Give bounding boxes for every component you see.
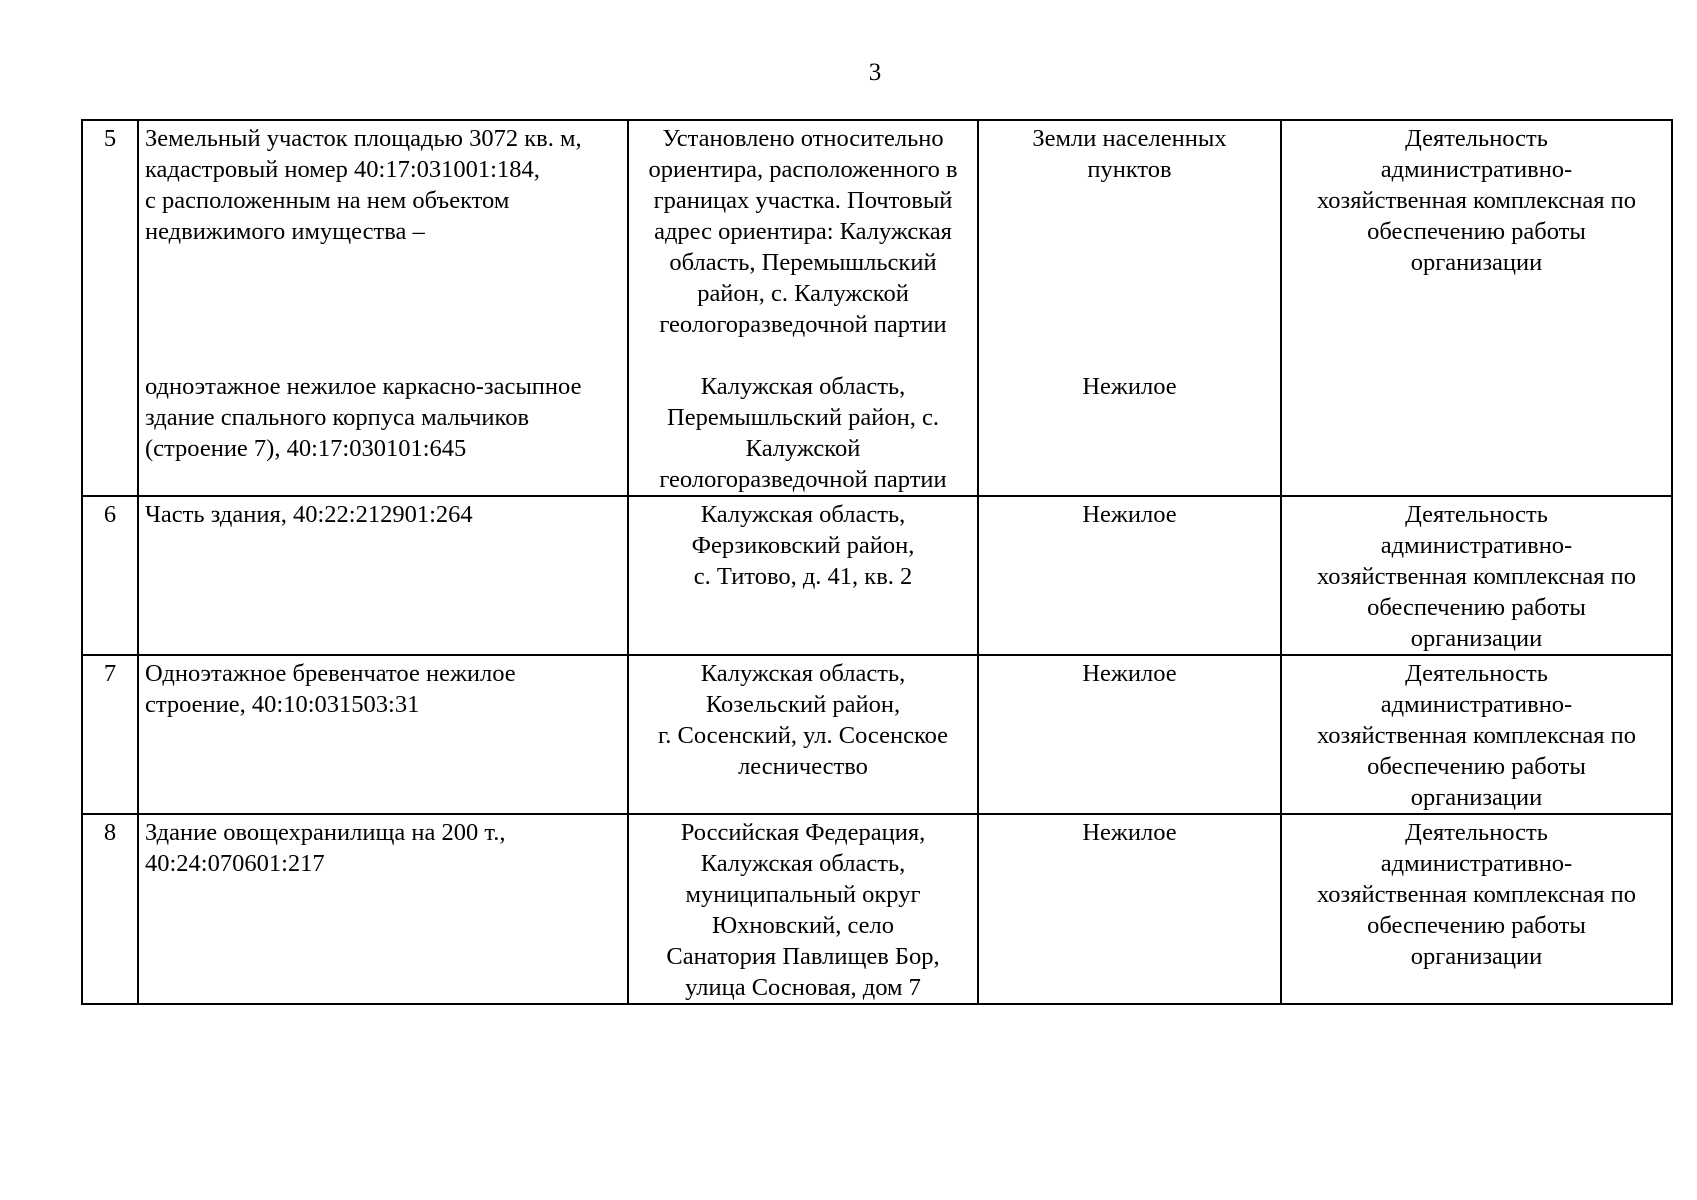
- address-line: Ферзиковский район,: [691, 532, 915, 559]
- address-line: ориентира, расположенного в: [648, 156, 958, 183]
- usage-line: Деятельность: [1405, 819, 1548, 846]
- usage-line: административно-: [1380, 850, 1573, 877]
- address-cell: [628, 120, 978, 496]
- object-name-line: кадастровый номер 40:17:031001:184,: [145, 156, 540, 183]
- address-line: Калужская область,: [700, 660, 906, 687]
- address-line: Установлено относительно: [662, 125, 944, 152]
- address-line: г. Сосенский, ул. Сосенское: [657, 722, 949, 749]
- object-name-cell: [138, 655, 628, 814]
- usage-line: административно-: [1380, 532, 1573, 559]
- usage-cell: [1281, 655, 1672, 814]
- category-cell: [978, 814, 1281, 1004]
- object-name-cell: [138, 120, 628, 496]
- usage-line: организации: [1410, 784, 1543, 811]
- address-line: геологоразведочной партии: [659, 311, 947, 338]
- sub-address-line: Калужской: [745, 435, 861, 462]
- object-name-line: 40:24:070601:217: [145, 850, 325, 877]
- category-line: Земли населенных: [1032, 125, 1227, 152]
- category-cell: [978, 120, 1281, 496]
- category-line: Нежилое: [1082, 819, 1177, 846]
- usage-line: Деятельность: [1405, 501, 1548, 528]
- sub-object-name-line: здание спального корпуса мальчиков: [145, 404, 530, 431]
- usage-cell: [1281, 814, 1672, 1004]
- usage-line: обеспечению работы: [1367, 218, 1586, 245]
- address-cell: [628, 496, 978, 655]
- object-name-line: Часть здания, 40:22:212901:264: [145, 501, 473, 528]
- address-line: Юхновский, село: [712, 912, 894, 939]
- address-line: район, с. Калужской: [697, 280, 909, 307]
- usage-line: организации: [1410, 943, 1543, 970]
- address-line: лесничество: [738, 753, 868, 780]
- table-row: [82, 496, 1672, 655]
- address-cell: [628, 655, 978, 814]
- address-line: область, Перемышльский: [669, 249, 937, 276]
- usage-line: административно-: [1380, 691, 1573, 718]
- object-name-line: строение, 40:10:031503:31: [145, 691, 420, 718]
- address-line: адрес ориентира: Калужская: [654, 218, 952, 245]
- object-name-line: недвижимого имущества –: [145, 218, 425, 245]
- category-cell: [978, 496, 1281, 655]
- row-number: 6: [82, 496, 138, 655]
- sub-object-name-line: одноэтажное нежилое каркасно-засыпное: [145, 373, 582, 400]
- usage-line: хозяйственная комплексная по: [1316, 722, 1637, 749]
- usage-line: обеспечению работы: [1367, 594, 1586, 621]
- table-row: [82, 655, 1672, 814]
- address-line: Калужская область,: [700, 501, 906, 528]
- category-line: пунктов: [1087, 156, 1172, 183]
- category-line: Нежилое: [1082, 501, 1177, 528]
- sub-address-line: геологоразведочной партии: [659, 466, 947, 493]
- usage-line: организации: [1410, 625, 1543, 652]
- object-name-line: Земельный участок площадью 3072 кв. м,: [145, 125, 582, 152]
- category-line: Нежилое: [1082, 660, 1177, 687]
- address-line: границах участка. Почтовый: [653, 187, 953, 214]
- object-name-cell: [138, 496, 628, 655]
- usage-cell: [1281, 120, 1672, 496]
- page-number: 3: [868, 59, 882, 86]
- address-line: Санатория Павлищев Бор,: [666, 943, 940, 970]
- address-line: муниципальный округ: [685, 881, 921, 908]
- address-line: улица Сосновая, дом 7: [685, 974, 921, 1001]
- usage-cell: [1281, 496, 1672, 655]
- usage-line: организации: [1410, 249, 1543, 276]
- sub-address-line: Перемышльский район, с.: [667, 404, 939, 431]
- object-name-line: Здание овощехранилища на 200 т.,: [145, 819, 506, 846]
- address-line: с. Титово, д. 41, кв. 2: [693, 563, 913, 590]
- address-line: Козельский район,: [705, 691, 901, 718]
- sub-address-line: Калужская область,: [700, 373, 906, 400]
- usage-line: обеспечению работы: [1367, 912, 1586, 939]
- address-line: Калужская область,: [700, 850, 906, 877]
- row-number: 5: [82, 120, 138, 496]
- object-name-line: Одноэтажное бревенчатое нежилое: [145, 660, 516, 687]
- row-number: 7: [82, 655, 138, 814]
- usage-line: хозяйственная комплексная по: [1316, 187, 1637, 214]
- usage-line: Деятельность: [1405, 660, 1548, 687]
- usage-line: обеспечению работы: [1367, 753, 1586, 780]
- object-name-line: с расположенным на нем объектом: [145, 187, 510, 214]
- address-line: Российская Федерация,: [680, 819, 926, 846]
- usage-line: хозяйственная комплексная по: [1316, 881, 1637, 908]
- sub-object-name-line: (строение 7), 40:17:030101:645: [145, 435, 467, 462]
- usage-line: хозяйственная комплексная по: [1316, 563, 1637, 590]
- table-row: [82, 814, 1672, 1004]
- usage-line: Деятельность: [1405, 125, 1548, 152]
- sub-category-line: Нежилое: [1082, 373, 1177, 400]
- table-row: [82, 120, 1672, 496]
- object-name-cell: [138, 814, 628, 1004]
- property-table: [81, 119, 1673, 1005]
- address-cell: [628, 814, 978, 1004]
- row-number: 8: [82, 814, 138, 1004]
- usage-line: административно-: [1380, 156, 1573, 183]
- category-cell: [978, 655, 1281, 814]
